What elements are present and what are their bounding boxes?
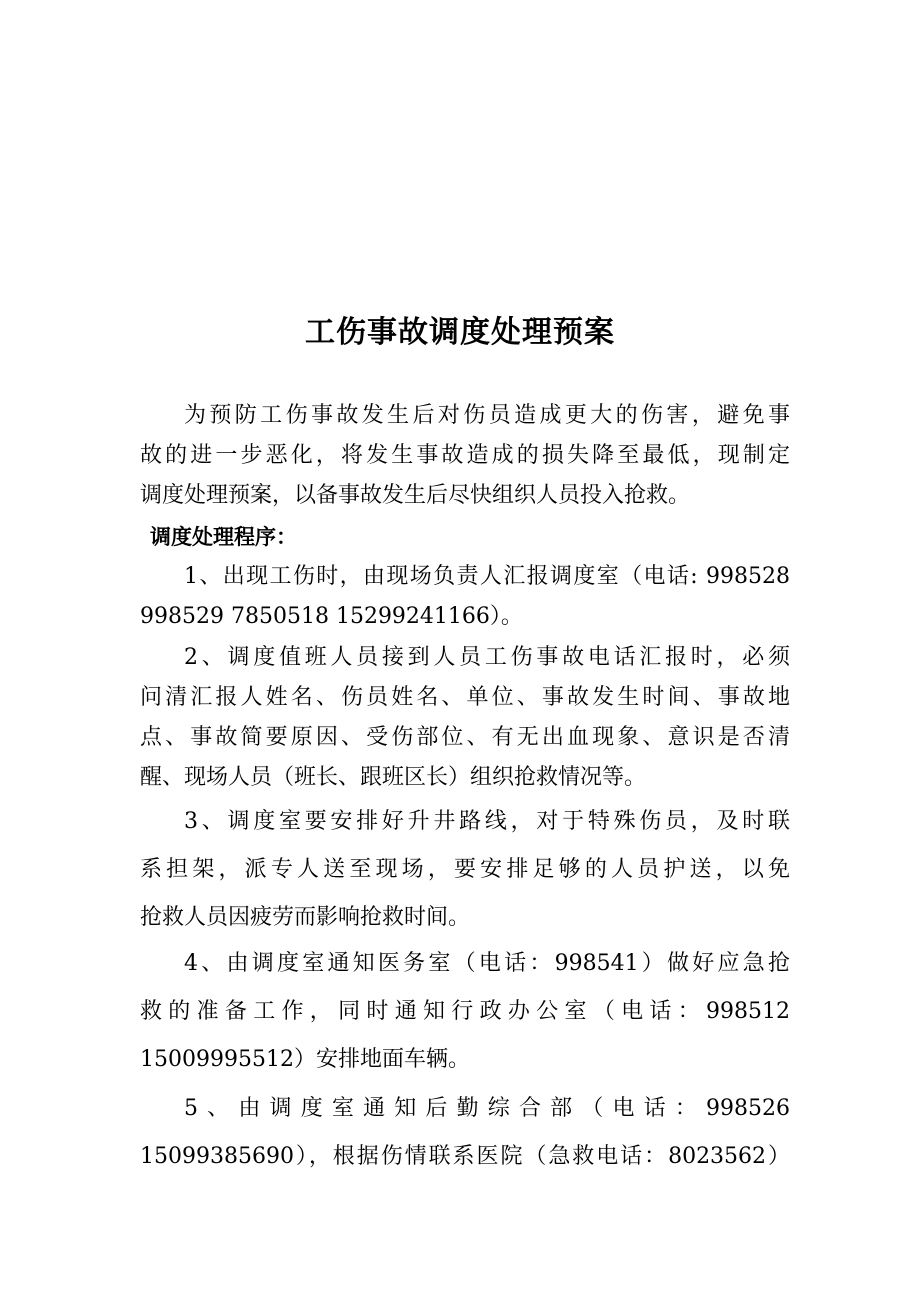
step-5-line-2: 15099385690），根据伤情联系医院（急救电话：8023562） [140, 1144, 790, 1169]
step-3-line-1: 3、调度室要安排好升井路线，对于特殊伤员，及时联 [184, 809, 790, 834]
step-1-paragraph [140, 557, 790, 637]
step-2-line-1: 2、调度值班人员接到人员工伤事故电话汇报时，必须 [184, 645, 790, 670]
step-4-line-1: 4、由调度室通知医务室（电话：998541）做好应急抢 [184, 951, 790, 976]
step-3-paragraph [140, 798, 790, 942]
intro-line-1: 为预防工伤事故发生后对伤员造成更大的伤害，避免事 [184, 403, 790, 428]
procedure-heading: 调度处理程序： [150, 525, 297, 549]
intro-paragraph [140, 396, 790, 516]
step-5-paragraph [140, 1085, 790, 1181]
step-2-line-2: 问清汇报人姓名、伤员姓名、单位、事故发生时间、事故地 [140, 685, 790, 710]
document-title: 工伤事故调度处理预案 [305, 315, 615, 350]
step-5-line-1: 5、由调度室通知后勤综合部（电话：998526 [184, 1096, 790, 1121]
step-4-paragraph [140, 940, 790, 1084]
step-3-line-2: 系担架，派专人送至现场，要安排足够的人员护送，以免 [140, 857, 790, 882]
step-2-line-4: 醒、现场人员（班长、跟班区长）组织抢救情况等。 [140, 765, 647, 790]
step-3-line-3: 抢救人员因疲劳而影响抢救时间。 [140, 905, 471, 930]
step-2-line-3: 点、事故简要原因、受伤部位、有无出血现象、意识是否清 [140, 725, 790, 750]
step-4-line-2: 救的准备工作，同时通知行政办公室（电话：998512 [140, 999, 790, 1024]
step-4-line-3: 15009995512）安排地面车辆。 [140, 1047, 470, 1072]
step-1-line-1: 1、出现工伤时，由现场负责人汇报调度室（电话: 998528 [184, 564, 790, 589]
intro-line-2: 故的进一步恶化，将发生事故造成的损失降至最低，现制定 [140, 443, 790, 468]
step-1-line-2: 998529 7850518 15299241166）。 [140, 604, 523, 629]
intro-line-3: 调度处理预案，以备事故发生后尽快组织人员投入抢救。 [140, 483, 691, 508]
step-2-paragraph [140, 638, 790, 798]
